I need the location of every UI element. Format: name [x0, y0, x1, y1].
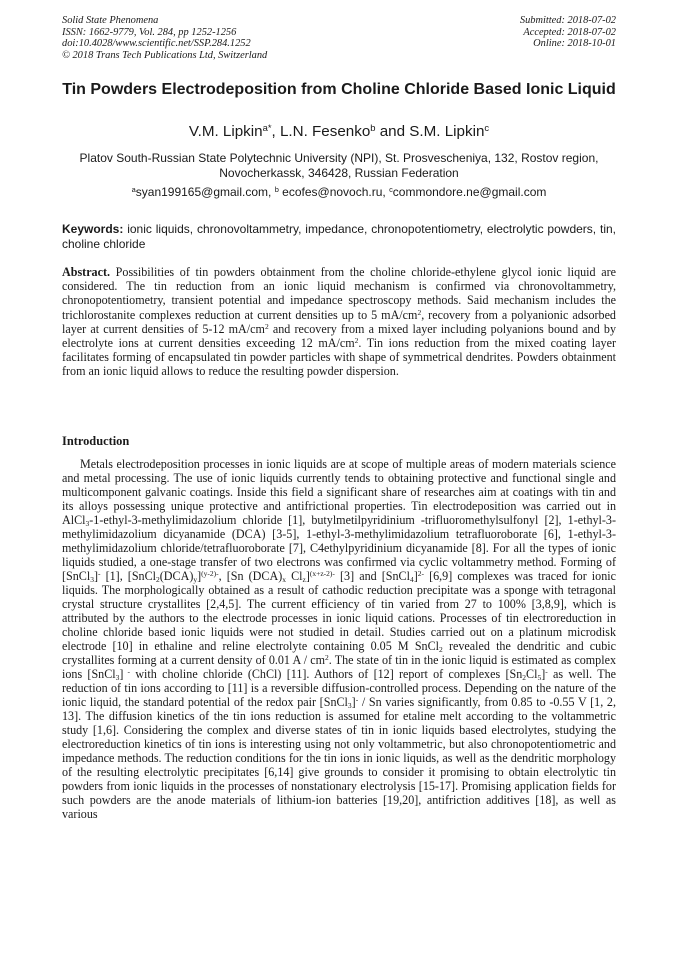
body-text: -1-ethyl-3-methylimidazolium chloride [1], butylmetilpyridinium -trifluoromethylsulfonyl [2], 1-ethyl-3-methylimidazolium dicyanamide (DCA) [3-5], 1-ethyl-3-methylimidazolium tetrafluoroborate [6], 1-ethyl-3-methylimidazolium chloride/tetrafluoroborate [7], C4ethylpyridinium dicyanamide [8]. For all the types of ionic liquids studied, a one-stage transfer of two electrons was confirmed via cyclic voltammetry method. Forming of [SnCl [62, 513, 616, 584]
body-text: Cl [285, 569, 303, 584]
email-mark: c [389, 184, 393, 194]
superscript: (x+z-2)- [309, 569, 335, 578]
author-affil-mark: b [370, 121, 376, 133]
email-mark: a [131, 184, 136, 194]
section-heading-introduction: Introduction [62, 434, 130, 448]
keywords [62, 222, 616, 251]
author-list [62, 123, 616, 141]
abstract-label: Abstract. [62, 265, 111, 279]
body-text: Cl [526, 667, 538, 682]
subscript: 2 [156, 575, 160, 584]
introduction-paragraph: Metals electrodeposition processes in ionic liquids are at scope of multiple areas of modern materials science and metal processing. The use of ionic liquids currently tends to obtaining protective and functional single and multicomponent galvanic coatings. Inside this field a significant share of researches aim at coatings with tin and its alloys possessing unique protective and antifrictional properties. Tin electrodeposition was carried out in AlCl$_3$-1-ethyl-3-methylimidazolium chloride [1], butylmetilpyridinium -trifluoromethylsulfonyl [2], 1-ethyl-3-methylimidazolium dicyanamide (DCA) [3-5], 1-ethyl-3-methylimidazolium tetrafluoroborate [6], 1-ethyl-3-methylimidazolium chloride/tetrafluoroborate [7], C4ethylpyridinium dicyanamide [8]. For all the types of ionic liquids studied, a one-stage transfer of two electrons was confirmed via cyclic voltammetry method. Forming of [SnCl$_3$]- [1], $[SnCl_2(DCA)_y]^{(y-2)-}$, [Sn $(DCA)_x$ $Cl_z]^{(x+z-2)-}$ [3] and [SnCl$_4$]$^{2-}$ [6,9] complexes was traced for ionic liquids. The morphologically obtained as a result of cathodic reduction precipitate was a sponge with tetragonal crystal structure crystallites [2,4,5]. The current efficiency of tin varied from 27 to 100% [3,8,9], which is attributed by the authors to the electrode processes in ionic liquid cations. Processes of tin electroreduction in choline chloride based ionic liquids were not studied in detail. Studies carried out on a platinum microdisk electrode [10] in ethaline and reline electrolyte containing 0.05 M SnCl$_2$ revealed the dendritic and cubic crystallites forming at a current density of 0.01 A / $cm^2$. The state of tin in the ionic liquid is estimated as complex ions [SnCl$_3$] - with choline chloride (ChCl) [11]. Authors of [12] report of complexes $[Sn_2Cl_5]^-$ as well. The reduction of tin ions according to [11] is a reversible diffusion-controlled process. Depending on the nature of the ionic liquid, the standard potential of the redox pair [SnCl$_3$]- / Sn varies significantly, from 0.85 to -0.55 V [1, 2, 13]. The diffusion kinetics of the tin ions reduction is assumed for etaline melt according to the voltammetric study [1,6]. Considering the complex and diverse states of tin in ionic liquids based electrolytes, studying the electroreduction kinetics of tin ions is interesting using not only voltammetric, but also chronopotentiometric and impedance methods. The reduction conditions for the tin ions in ionic liquids, as well as the dendritic morphology of the resulting electrolytic precipitates [6,14] give grounds to consider it promising to obtain electrolytic tin powders from ionic liquids in the processes of nonstationary electrolysis [15-17]. Promising application fields for such powders are the anode materials of lithium-ion batteries [19,20], antifriction additives [18], as well as various [62, 457, 617, 822]
body-text: revealed the dendritic and cubic crystallites forming at a current density of 0.01 A / cm [62, 639, 616, 668]
subscript: 3 [115, 673, 120, 683]
email-address: ecofes@novoch.ru, [278, 185, 390, 199]
body-text: ] [197, 569, 202, 584]
body-text: as well. The reduction of tin ions according to [11] is a reversible diffusion-controlled process. Depending on the nature of the ionic liquid, the standard potential of the redox pair [SnCl [62, 667, 617, 710]
author-name: V.M. Lipkin [188, 123, 263, 140]
superscript: (y-2)- [201, 569, 219, 578]
body-text: Metals electrodeposition processes in ionic liquids are at scope of multiple areas of modern materials science and metal processing. The use of ionic liquids currently tends to obtaining protective and functional single and multicomponent galvanic coatings. Inside this field a significant share of researches aim at coatings with tin and its alloys possessing unique protective and antifrictional properties. Tin electrodeposition was carried out in AlCl [62, 457, 616, 528]
superscript: 2- [417, 569, 424, 578]
body-text: ] [351, 695, 356, 710]
journal-name: Solid State Phenomena [62, 15, 159, 26]
keywords-label: Keywords: [62, 222, 124, 236]
superscript: - [355, 695, 359, 705]
body-text: ] [413, 569, 418, 584]
author-name: L.N. Fesenko [279, 123, 371, 140]
abstract-text: and recovery from a mixed layer including polyanions bound and by electrolyte ions at current densities exceeding 12 mA/cm [62, 321, 617, 351]
journal-issn: ISSN: 1662-9779, Vol. 284, pp 1252-1256 [62, 26, 237, 38]
email-address: commondore.ne@gmail.com [392, 185, 547, 199]
abstract-text: . Tin ions reduction from the mixed coating layer facilitates forming of encapsulated tin powder particles with shape of symmetrical dendrites. Powders obtainment from an ionic liquid allows to reduce the resulting powder dispersion. [62, 336, 616, 379]
author-separator: and [375, 123, 410, 140]
subscript: 3 [90, 575, 94, 584]
keywords-text: ionic liquids, chronovoltammetry, impedance, chronopotentiometry, electrolytic powders, tin, choline chloride [62, 222, 616, 251]
subscript: 5 [537, 673, 542, 683]
journal-header [62, 15, 382, 61]
body-text: [6,9] complexes was traced for ionic liquids. The morphologically obtained as a result of cathodic reduction precipitate was a sponge with tetragonal crystal structure crystallites [2,4,5]. The current efficiency of tin varied from 27 to 100% [3,8,9], which is attributed by the authors to the electrode processes in ionic liquid cations. Processes of tin electroreduction in choline chloride based ionic liquids were not studied in detail. Studies carried out on a platinum microdisk electrode [10] in ethaline and reline electrolyte containing 0.05 M SnCl [62, 569, 616, 654]
body-text: . The state of tin in the ionic liquid is estimated as complex ions [SnCl [62, 653, 616, 682]
subscript: z [302, 575, 306, 584]
body-text: [1], [SnCl [100, 569, 157, 584]
body-text: (DCA) [159, 569, 194, 584]
author-name: S.M. Lipkin [409, 123, 485, 140]
subscript: 3 [347, 701, 352, 711]
affiliation: Platov South-Russian State Polytechnic University (NPI), St. Prosvescheniya, 132, Rostov region, Novocherkassk, 346428, Russian Federation [79, 151, 599, 181]
date-online: Online: 2018-10-01 [533, 38, 616, 50]
author-affil-mark: c [484, 121, 490, 133]
author-emails [62, 185, 616, 200]
author-separator: , [271, 123, 280, 140]
journal-copyright: © 2018 Trans Tech Publications Ltd, Switzerland [62, 49, 268, 61]
superscript: - [545, 667, 548, 677]
subscript: 4 [409, 575, 414, 584]
body-text: / Sn varies significantly, from 0.85 to -0.55 V [1, 2, 13]. The diffusion kinetics of the tin ions reduction is assumed for etaline melt according to the voltammetric study [1,6]. Considering the complex and diverse states of tin in ionic liquids based electrolytes, studying the electroreduction kinetics of tin ions is interesting using not only voltammetric, but also chronopotentiometric and impedance methods. The reduction conditions for the tin ions in ionic liquids, as well as the dendritic morphology of the resulting electrolytic precipitates [6,14] give grounds to consider it promising to obtain electrolytic tin powders from ionic liquids in the processes of nonstationary electrolysis [15-17]. Promising application fields for such powders are the anode materials of lithium-ion batteries [19,20], antifriction additives [18], as well as various [62, 695, 616, 822]
superscript: 2 [354, 335, 359, 345]
subscript: 3 [85, 518, 90, 528]
email-address: syan199165@gmail.com, [135, 185, 275, 199]
subscript: 2 [522, 673, 526, 683]
body-text: ] [541, 667, 546, 682]
date-submitted: Submitted: 2018-07-02 [519, 15, 616, 26]
superscript: - [98, 569, 101, 578]
superscript: - [123, 667, 131, 677]
superscript: 2 [325, 653, 329, 663]
body-text: [3] and [SnCl [334, 569, 410, 584]
abstract-text: Possibilities of tin powders obtainment from the choline chloride-ethylene glycol ionic liquid are considered. The tin reduction from an ionic liquid mechanism is confirmed via chronovoltammetry, chronopotentiometry, transient potential and impedance spectroscopy methods. Said mechanism includes the trichlorostanite complexes reduction at current densities up to 5 mA/cm [62, 265, 616, 322]
date-accepted: Accepted: 2018-07-02 [523, 26, 616, 38]
body-text: ] [119, 667, 124, 682]
abstract-text: , recovery from a polyanionic adsorbed layer at current densities of 5-12 mA/cm [62, 307, 616, 336]
journal-doi: doi:10.4028/www.scientific.net/SSP.284.1252 [62, 38, 251, 50]
superscript: 2 [264, 321, 269, 331]
abstract [62, 265, 616, 379]
subscript: y [193, 575, 198, 584]
body-text: with choline chloride (ChCl) [11]. Authors of [12] report of complexes [Sn [130, 667, 523, 682]
body-text: , [Sn (DCA) [218, 569, 283, 584]
body-text: ] [305, 569, 310, 584]
publication-dates [376, 15, 616, 50]
email-mark: b [274, 184, 279, 194]
subscript: 2 [439, 645, 443, 655]
subscript: x [282, 575, 286, 584]
author-affil-mark: a* [262, 121, 272, 133]
superscript: 2 [417, 307, 422, 317]
paper-title: Tin Powders Electrodeposition from Choline Chloride Based Ionic Liquid [62, 81, 616, 98]
